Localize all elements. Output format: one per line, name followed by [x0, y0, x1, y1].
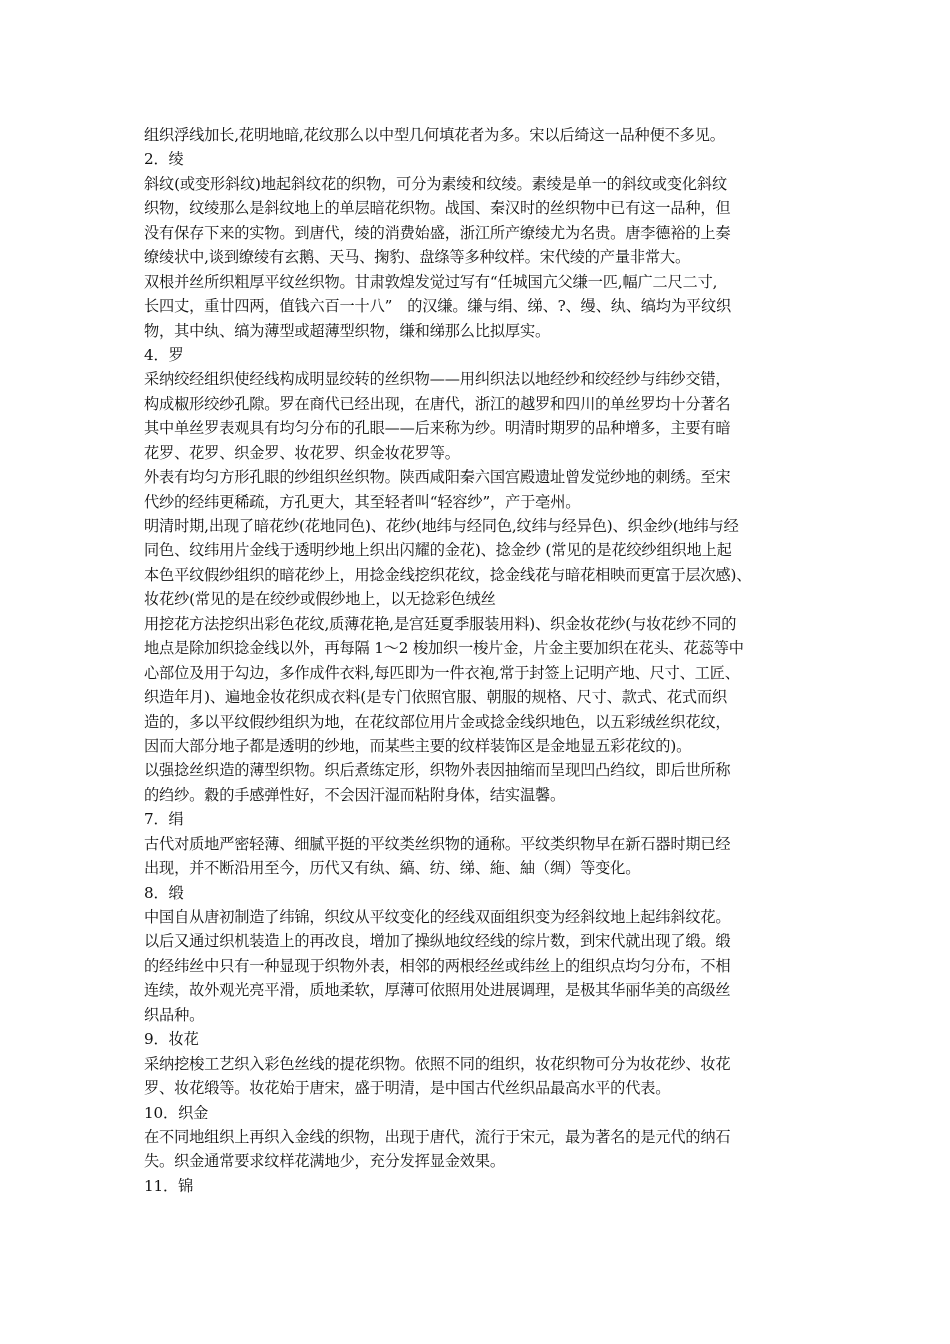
text-line: 地点是除加织捻金线以外，再每隔 1～2 梭加织一梭片金，片金主要加织在花头、花蕊等中 [144, 639, 744, 658]
text-line: 双根并丝所织粗厚平纹丝织物。甘肃敦煌发觉过写有“任城国亢父缣一匹,幅广二尺二寸, [144, 272, 718, 291]
text-line: 以后又通过织机装造上的再改良，增加了操纵地纹经线的综片数，到宋代就出现了缎。缎 [144, 932, 731, 951]
text-line: 7．绢 [144, 810, 184, 829]
text-line: 在不同地组织上再织入金线的织物，出现于唐代，流行于宋元，最为著名的是元代的纳石 [144, 1127, 731, 1146]
text-line: 采纳挖梭工艺织入彩色丝线的提花织物。依照不同的组织，妆花织物可分为妆花纱、妆花 [144, 1054, 731, 1073]
text-line: 的绉纱。縠的手感弹性好，不会因汗湿而粘附身体，结实温馨。 [144, 785, 566, 804]
text-line: 明清时期,出现了暗花纱(花地同色)、花纱(地纬与经同色,纹纬与经异色)、织金纱(地纬与经 [144, 517, 739, 535]
text-line: 4．罗 [144, 345, 184, 364]
text-line: 的经纬丝中只有一种显现于织物外表，相邻的两根经丝或纬丝上的组织点均匀分布，不相 [144, 956, 731, 975]
text-line: 花罗、花罗、织金罗、妆花罗、织金妆花罗等。 [144, 443, 460, 462]
text-line: 用挖花方法挖织出彩色花纹,质薄花艳,是宫廷夏季服装用料)、织金妆花纱(与妆花纱不同的 [144, 614, 737, 633]
text-line: 其中单丝罗表观具有均匀分布的孔眼——后来称为纱。明清时期罗的品种增多，主要有暗 [144, 419, 731, 438]
text-line: 中国自从唐初制造了纬锦，织纹从平纹变化的经线双面组织变为经斜纹地上起纬斜纹花。 [144, 908, 731, 926]
text-line: 10．织金 [144, 1103, 209, 1122]
text-line: 代纱的经纬更稀疏，方孔更大，其至轻者叫“轻容纱”，产于亳州。 [144, 492, 581, 511]
document-body [144, 123, 834, 1198]
text-line: 物，其中纨、缟为薄型或超薄型织物，缣和绨那么比拟厚实。 [144, 321, 551, 340]
text-line: 9．妆花 [144, 1030, 199, 1049]
text-line: 构成椒形绞纱孔隙。罗在商代已经出现，在唐代，浙江的越罗和四川的单丝罗均十分著名 [144, 394, 731, 413]
text-line: 斜纹(或变形斜纹)地起斜纹花的织物，可分为素绫和纹绫。素绫是单一的斜纹或变化斜纹 [144, 174, 727, 193]
text-line: 造的，多以平纹假纱组织为地，在花纹部位用片金或捻金线织地色，以五彩绒丝织花纹， [144, 712, 731, 731]
text-line: 8．缎 [144, 883, 184, 902]
text-line: 外表有均匀方形孔眼的纱组织丝织物。陕西咸阳秦六国宫殿遗址曾发觉纱地的刺绣。至宋 [144, 468, 731, 487]
text-line: 以强捻丝织造的薄型织物。织后煮练定形，织物外表因抽缩而呈现凹凸绉纹，即后世所称 [144, 761, 731, 780]
text-line: 织造年月)、遍地金妆花织成衣料(是专门依照官服、朝服的规格、尺寸、款式、花式而织 [144, 688, 727, 707]
text-line: 2．绫 [144, 150, 184, 169]
text-line: 因而大部分地子都是透明的纱地，而某些主要的纹样装饰区是金地显五彩花纹的)。 [144, 736, 692, 755]
text-line: 罗、妆花缎等。妆花始于唐宋，盛于明清，是中国古代丝织品最高水平的代表。 [144, 1079, 671, 1098]
text-line: 织品种。 [144, 1005, 205, 1024]
text-line: 组织浮线加长,花明地暗,花纹那么以中型几何填花者为多。宋以后绮这一品种便不多见。 [144, 126, 725, 144]
text-line: 出现，并不断沿用至今，历代又有纨、縞、纺、绨、絁、紬（绸）等变化。 [144, 859, 641, 878]
text-line: 心部位及用于勾边，多作成件衣料,每匹即为一件衣袍,常于封签上记明产地、尺寸、工匠、 [144, 663, 740, 682]
text-line: 长四丈，重廿四两，值钱六百一十八” 的汉缣。缣与绢、绨、?、缦、纨、缟均为平纹织 [144, 297, 732, 316]
text-line: 织物，纹绫那么是斜纹地上的单层暗花织物。战国、秦汉时的丝织物中已有这一品种，但 [144, 199, 731, 218]
text-line: 同色、纹纬用片金线于透明纱地上织出闪耀的金花)、捻金纱 (常见的是花绞纱组织地上起 [144, 541, 732, 560]
text-line: 没有保存下来的实物。到唐代，绫的消费始盛，浙江所产缭绫尤为名贵。唐李德裕的上奏 [144, 223, 731, 242]
text-line: 连续，故外观光亮平滑，质地柔软，厚薄可依照用处进展调理，是极其华丽华美的高级丝 [144, 981, 731, 1000]
text-line: 本色平纹假纱组织的暗花纱上，用捻金线挖织花纹，捻金线花与暗花相映而更富于层次感)、 [144, 565, 752, 584]
text-line: 11．锦 [144, 1176, 194, 1195]
text-line: 妆花纱(常见的是在绞纱或假纱地上，以无捻彩色绒丝 [144, 590, 496, 609]
text-line: 失。织金通常要求纹样花满地少，充分发挥显金效果。 [144, 1152, 505, 1171]
text-line: 采纳绞经组织使经线构成明显绞转的丝织物——用纠织法以地经纱和绞经纱与纬纱交错， [144, 370, 731, 389]
text-line: 缭绫状中,谈到缭绫有玄鹅、天马、掬豹、盘绦等多种纹样。宋代绫的产量非常大。 [144, 248, 691, 267]
text-line: 古代对质地严密轻薄、细腻平挺的平纹类丝织物的通称。平纹类织物早在新石器时期已经 [144, 834, 731, 853]
